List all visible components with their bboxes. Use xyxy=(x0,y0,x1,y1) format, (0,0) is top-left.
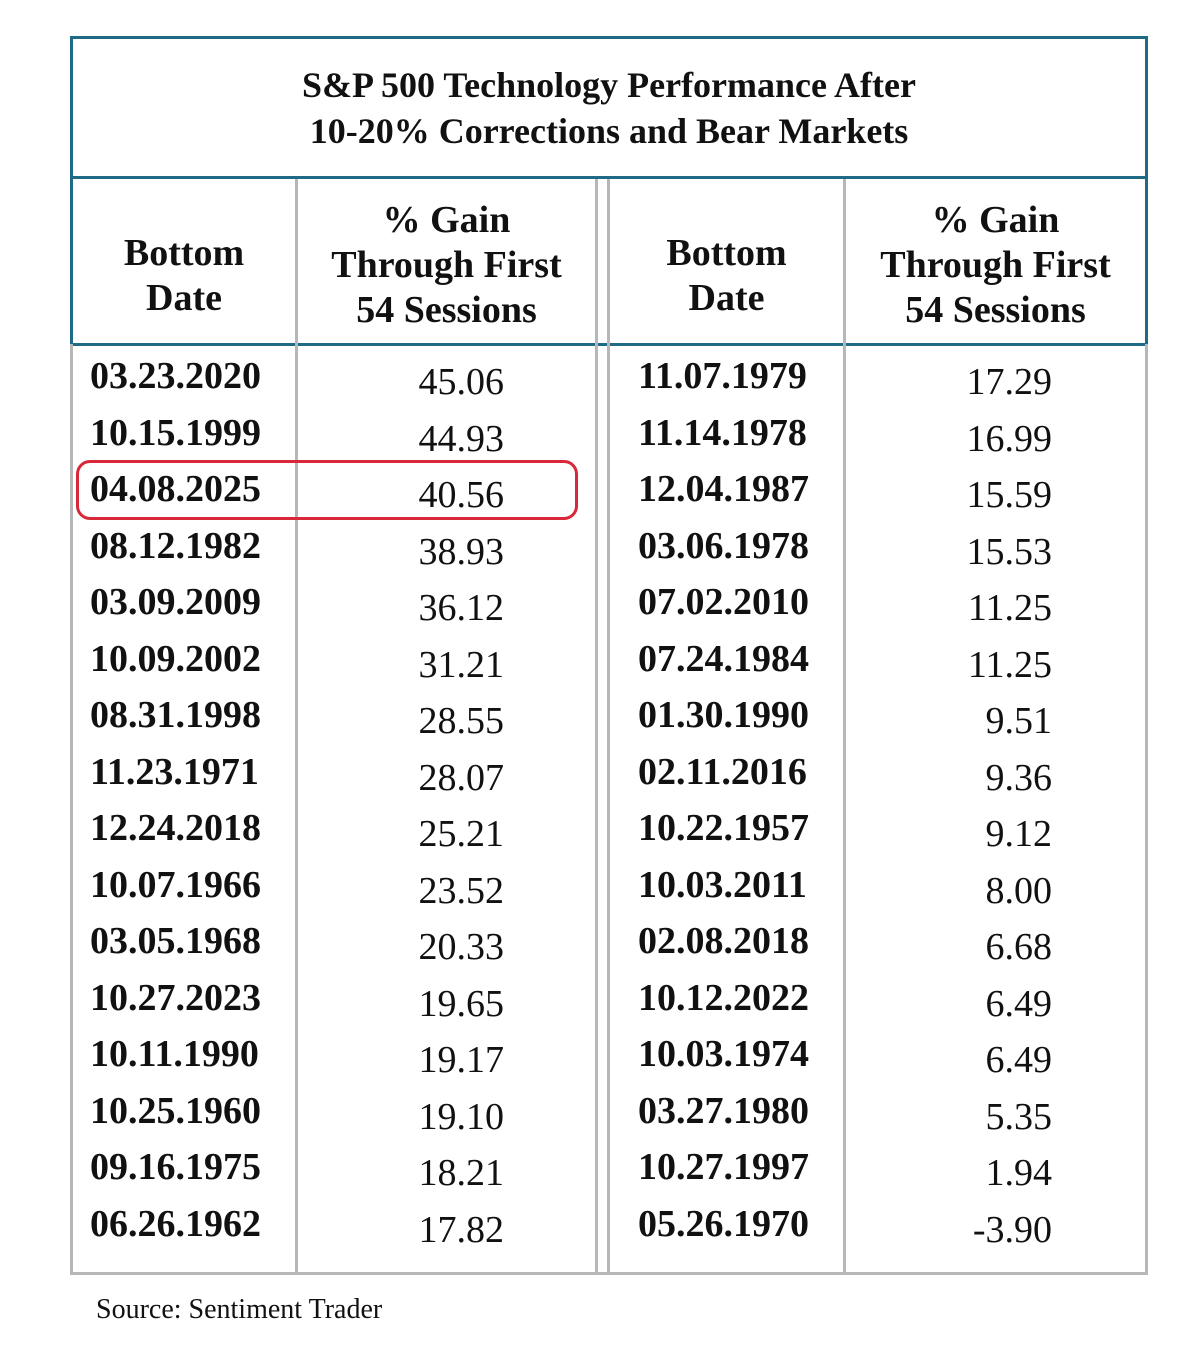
left-gain-value: 19.10 xyxy=(418,1095,504,1138)
left-gain-value: 25.21 xyxy=(418,813,504,855)
header-text: Bottom xyxy=(123,232,245,274)
left-gain-value: 19.17 xyxy=(418,1039,504,1081)
title-line-2: 10-20% Corrections and Bear Markets xyxy=(309,111,909,151)
left-bottom-date: 03.05.1968 xyxy=(90,920,261,962)
right-bottom-date: 03.06.1978 xyxy=(638,524,809,567)
left-bottom-date: 10.25.1960 xyxy=(90,1089,261,1132)
right-gain-value: 9.12 xyxy=(985,813,1052,855)
right-bottom-date: 01.30.1990 xyxy=(638,694,809,736)
right-gain-value: 9.36 xyxy=(985,756,1052,799)
left-bottom-date: 10.15.1999 xyxy=(90,411,261,454)
highlight-box xyxy=(76,460,578,520)
left-bottom-date: 03.09.2009 xyxy=(90,581,261,623)
left-bottom-date: 04.08.2025 xyxy=(90,468,261,510)
header-text: % Gain xyxy=(382,198,511,241)
left-gain-value: 20.33 xyxy=(418,926,504,968)
left-bottom-date: 10.27.2023 xyxy=(90,976,261,1019)
header-text: Through First xyxy=(331,243,562,286)
header-left-date xyxy=(73,179,295,343)
right-bottom-date: 05.26.1970 xyxy=(638,1202,809,1245)
right-gain-value: 6.49 xyxy=(985,982,1052,1025)
table-row xyxy=(70,913,1148,969)
left-bottom-date: 09.16.1975 xyxy=(90,1146,261,1188)
table-title xyxy=(70,36,1148,180)
left-bottom-date: 11.23.1971 xyxy=(90,750,259,793)
right-bottom-date: 11.07.1979 xyxy=(638,355,807,397)
header-text: Date xyxy=(146,277,222,319)
left-bottom-date: 10.07.1966 xyxy=(90,863,261,906)
right-bottom-date: 10.03.1974 xyxy=(638,1033,809,1075)
table-row xyxy=(70,348,1148,404)
table-row xyxy=(70,1083,1148,1139)
right-gain-value: 9.51 xyxy=(985,700,1052,742)
right-bottom-date: 07.24.1984 xyxy=(638,637,809,680)
right-bottom-date: 10.22.1957 xyxy=(638,807,809,849)
left-gain-value: 19.65 xyxy=(418,982,504,1025)
left-bottom-date: 12.24.2018 xyxy=(90,807,261,849)
right-gain-value: 15.53 xyxy=(966,530,1052,573)
left-bottom-date: 08.12.1982 xyxy=(90,524,261,567)
left-gain-value: 36.12 xyxy=(418,587,504,629)
left-gain-value: 23.52 xyxy=(418,869,504,912)
right-gain-value: 5.35 xyxy=(985,1095,1052,1138)
table-row xyxy=(70,631,1148,687)
source-note: Source: Sentiment Trader xyxy=(96,1294,383,1325)
left-gain-value: 40.56 xyxy=(418,474,504,516)
left-gain-value: 28.07 xyxy=(418,756,504,799)
table-row xyxy=(70,687,1148,743)
left-gain-value: 44.93 xyxy=(418,417,504,460)
table-row xyxy=(70,1196,1148,1252)
header-text: 54 Sessions xyxy=(356,288,537,331)
title-line-1: S&P 500 Technology Performance After xyxy=(302,65,916,105)
header-right-date xyxy=(610,179,843,343)
right-gain-value: 8.00 xyxy=(985,869,1052,912)
header-text: Bottom xyxy=(666,232,787,274)
right-bottom-date: 10.27.1997 xyxy=(638,1146,809,1188)
right-gain-value: 11.25 xyxy=(967,587,1052,629)
header-text: 54 Sessions xyxy=(905,288,1086,331)
table-row xyxy=(70,518,1148,574)
right-gain-value: 15.59 xyxy=(966,474,1052,516)
right-bottom-date: 12.04.1987 xyxy=(638,468,809,510)
header-left-gain xyxy=(298,179,595,343)
right-gain-value: 16.99 xyxy=(966,417,1052,460)
left-gain-value: 17.82 xyxy=(418,1208,504,1251)
table-row xyxy=(70,744,1148,800)
left-bottom-date: 10.09.2002 xyxy=(90,637,261,680)
right-bottom-date: 10.03.2011 xyxy=(638,863,807,906)
right-bottom-date: 03.27.1980 xyxy=(638,1089,809,1132)
left-gain-value: 38.93 xyxy=(418,530,504,573)
right-gain-value: 11.25 xyxy=(967,643,1052,686)
left-bottom-date: 03.23.2020 xyxy=(90,355,261,397)
table-row xyxy=(70,574,1148,630)
right-bottom-date: 07.02.2010 xyxy=(638,581,809,623)
table-row xyxy=(70,970,1148,1026)
left-bottom-date: 06.26.1962 xyxy=(90,1202,261,1245)
right-bottom-date: 02.08.2018 xyxy=(638,920,809,962)
right-bottom-date: 10.12.2022 xyxy=(638,976,809,1019)
table-row xyxy=(70,857,1148,913)
header-text: % Gain xyxy=(931,198,1060,241)
right-gain-value: -3.90 xyxy=(972,1208,1052,1251)
header-right-gain xyxy=(846,179,1145,343)
table-row xyxy=(70,1139,1148,1195)
performance-table xyxy=(70,36,1148,1276)
right-bottom-date: 11.14.1978 xyxy=(638,411,807,454)
right-gain-value: 1.94 xyxy=(985,1152,1052,1194)
right-gain-value: 17.29 xyxy=(966,361,1052,403)
left-bottom-date: 08.31.1998 xyxy=(90,694,261,736)
left-gain-value: 31.21 xyxy=(418,643,504,686)
header-text: Date xyxy=(688,277,765,319)
table-row xyxy=(70,1026,1148,1082)
right-gain-value: 6.68 xyxy=(985,926,1052,968)
left-gain-value: 18.21 xyxy=(418,1152,504,1194)
left-bottom-date: 10.11.1990 xyxy=(90,1033,259,1075)
header-text: Through First xyxy=(880,243,1111,286)
left-gain-value: 45.06 xyxy=(418,361,504,403)
left-gain-value: 28.55 xyxy=(418,700,504,742)
table-row xyxy=(70,405,1148,461)
right-gain-value: 6.49 xyxy=(985,1039,1052,1081)
table-row xyxy=(70,800,1148,856)
right-bottom-date: 02.11.2016 xyxy=(638,750,807,793)
